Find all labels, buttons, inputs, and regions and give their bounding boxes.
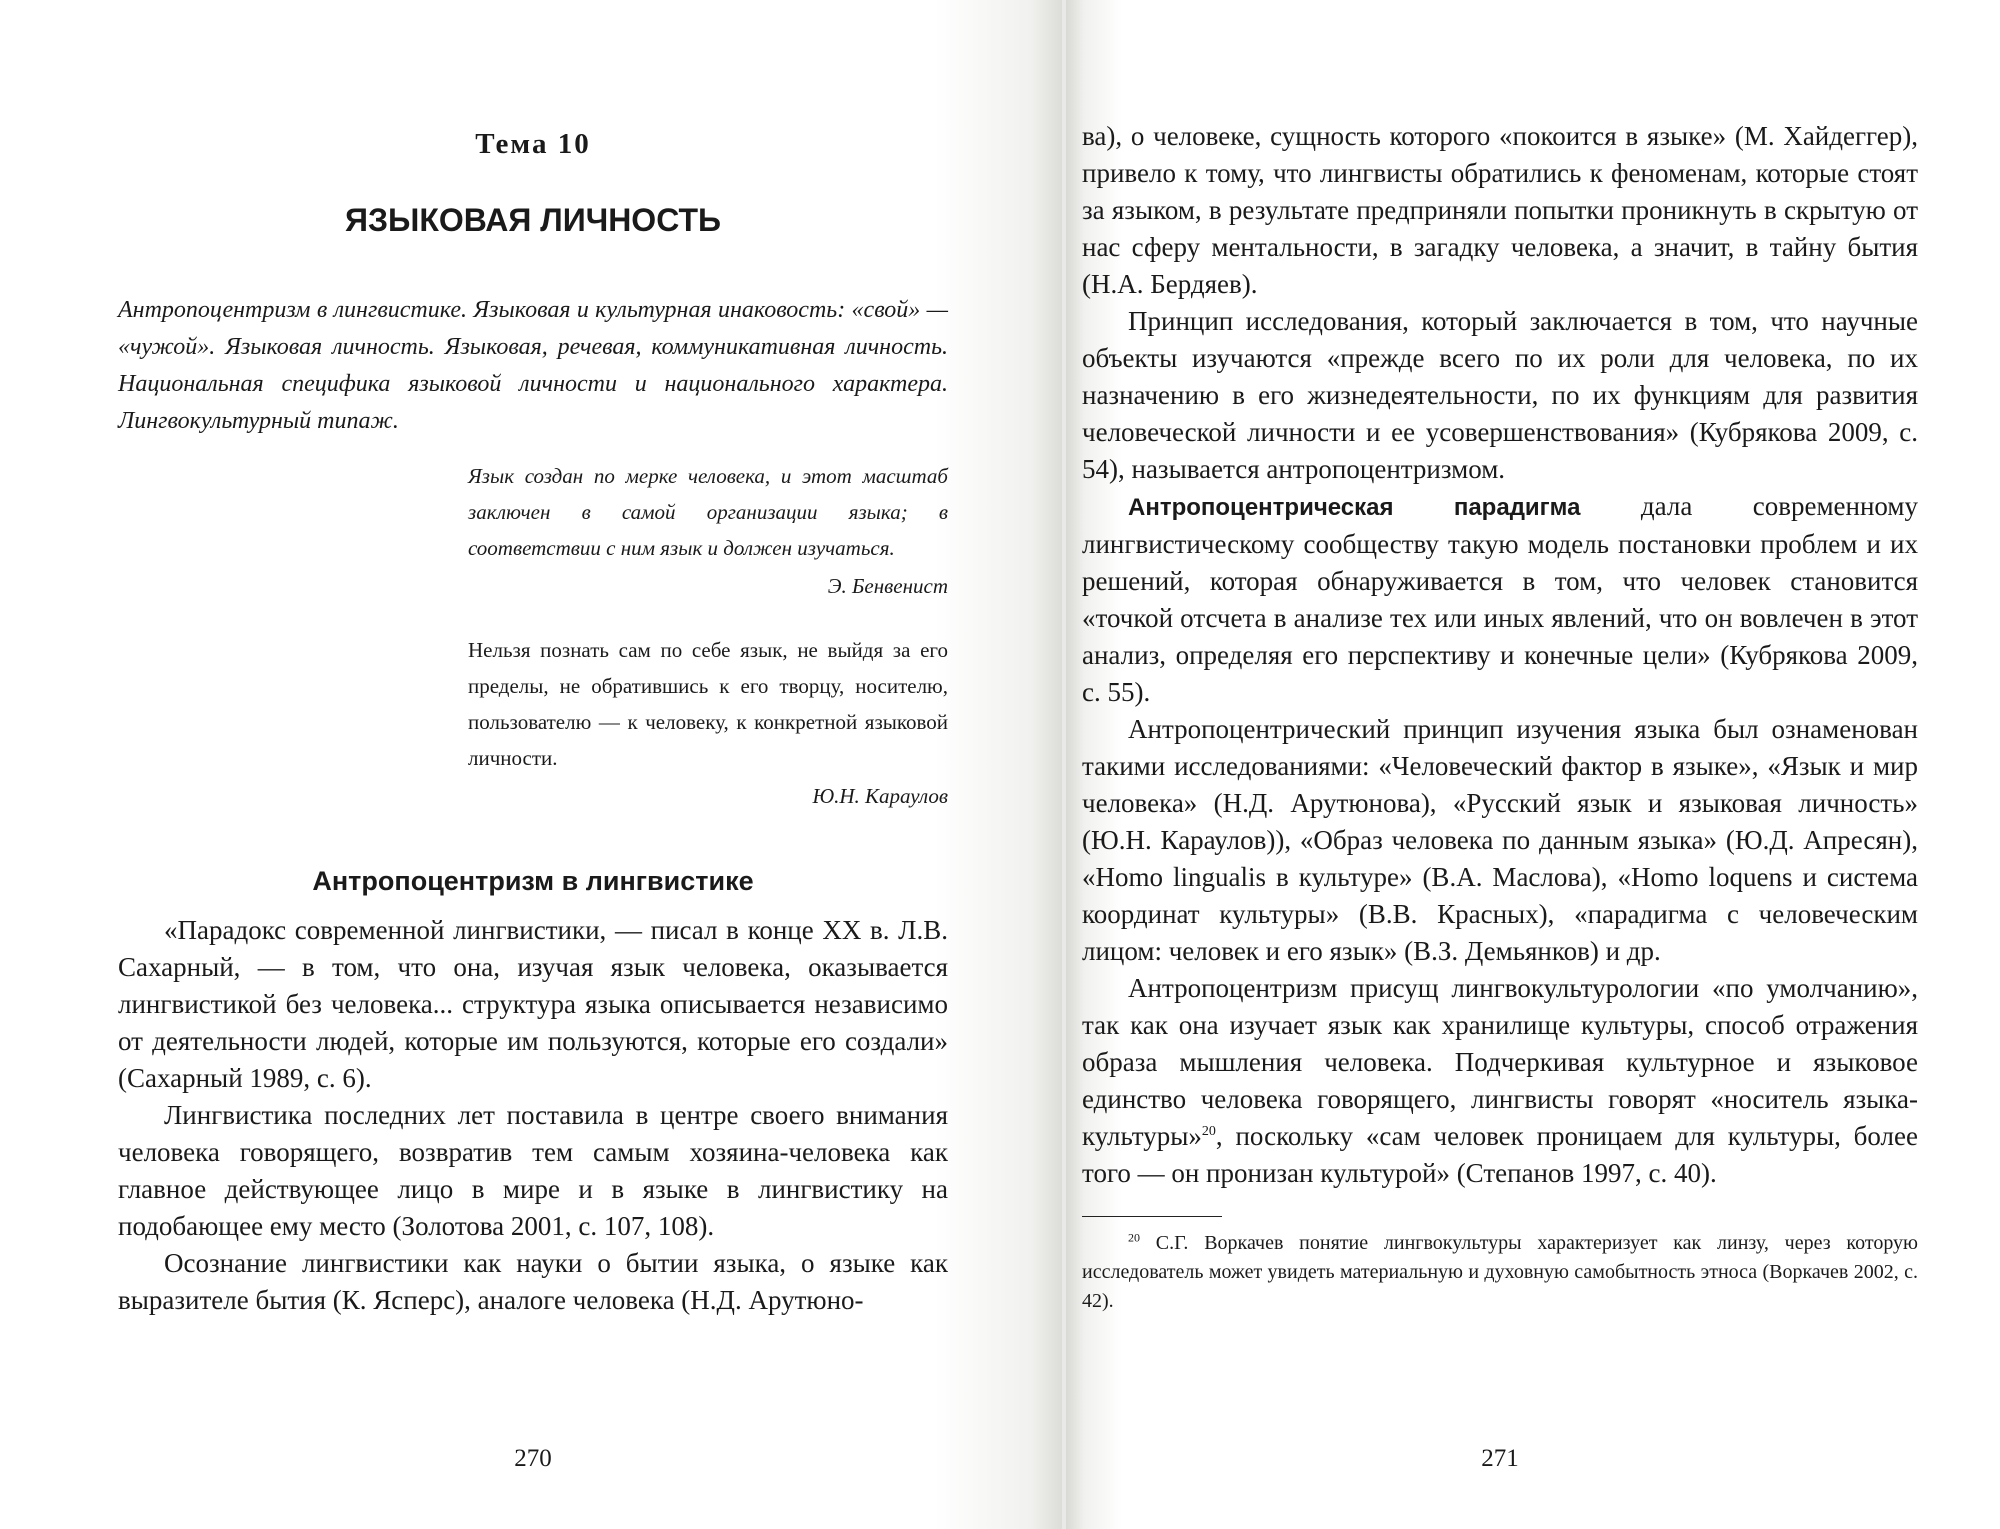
footnote-reference[interactable]: 20: [1201, 1124, 1216, 1139]
right-page-column: [1082, 118, 1918, 1316]
footnote-marker: 20: [1128, 1230, 1140, 1245]
epigraph-author: Э. Бенвенист: [827, 574, 948, 598]
topic-label: Тема 10: [475, 128, 591, 160]
paragraph: «Парадокс современной лингвистики, — писал в конце XX в. Л.В. Сахарный, — в том, что она, изучая язык человека, оказывается лингвистикой без человека... структура языка описывается независимо от деятельности людей, которые им пользуются, которые его создали» (Сахарный 1989, с. 6).: [118, 915, 948, 1093]
epigraph-author: Ю.Н. Караулов: [812, 784, 948, 808]
footnote: [1082, 1229, 1918, 1316]
footnote-text: С.Г. Воркачев понятие лингвокультуры характеризует как линзу, через которую исследователь может увидеть материальную и духовную самобытность этноса (Воркачев 2002, с. 42).: [1082, 1232, 1918, 1312]
paragraph-continued: ва), о человеке, сущность которого «покоится в языке» (М. Хайдеггер), привело к тому, что лингвисты обратились к феноменам, которые стоят за языком, в результате предприняли попытки проникнуть в скрытую от нас сферу ментальности, в загадку человека, а значит, в тайну бытия (Н.А. Бердяев).: [1082, 121, 1918, 299]
section-heading: Антропоцентризм в лингвистике: [312, 866, 754, 896]
paragraph-text: Антропоцентризм присущ лингвокультурологии «по умолчанию», так как она изучает язык как хранилище культуры, способ отражения образа мышления человека. Подчеркивая культурное и языковое единство человека говорящего, лингвисты говорят «носитель языка-культуры»: [1082, 973, 1918, 1151]
paragraph: [1082, 488, 1918, 711]
epigraph-text: Нельзя познать сам по себе язык, не выйдя за его пределы, не обратившись к его творцу, носителю, пользователю — к человеку, к конкретной языковой личности.: [468, 638, 948, 770]
epigraph-karaulov: [468, 632, 948, 814]
epigraph-benveniste: [468, 458, 948, 604]
footnote-divider: [1082, 1216, 1222, 1217]
epigraph-text: Язык создан по мерке человека, и этот масштаб заключен в самой организации языка; в соответствии с ним язык и должен изучаться.: [468, 464, 948, 560]
bold-term: Антропоцентрическая парадигма: [1128, 494, 1581, 521]
left-page-column: [118, 128, 948, 1319]
paragraph: Осознание лингвистики как науки о бытии языка, о языке как выразителе бытия (К. Ясперс), аналоге человека (Н.Д. Арутюно-: [118, 1248, 948, 1315]
paragraph: Антропоцентрический принцип изучения языка был ознаменован такими исследованиями: «Человеческий фактор в языке», «Язык и мир человека» (Н.Д. Арутюнова), «Русский язык и языковая личность» (Ю.Н. Караулов)), «Образ человека по данным языка» (Ю.Д. Апресян), «Homo lingualis в культуре» (В.А. Маслова), «Homo loquens и система координат культуры» (В.В. Красных), «парадигма с человеческим лицом: человек и его язык» (В.З. Демьянков) и др.: [1082, 714, 1918, 966]
chapter-summary: Антропоцентризм в лингвистике. Языковая и культурная инаковость: «свой» — «чужой». Языковая личность. Языковая, речевая, коммуникативная личность. Национальная специфика языковой личности и национального характера. Лингвокультурный типаж.: [118, 297, 948, 434]
paragraph: Принцип исследования, который заключается в том, что научные объекты изучаются «прежде всего по их роли для человека, по их назначению в его жизнедеятельности, по их функциям для развития человеческой личности и ее усовершенствования» (Кубрякова 2009, с. 54), называется антропоцентризмом.: [1082, 306, 1918, 484]
paragraph-text: дала современному лингвистическому сообществу такую модель постановки проблем и их решений, которая обнаруживается в том, что человек становится «точкой отсчета в анализе тех или иных явлений, что он вовлечен в этот анализ, определяя его перспективу и конечные цели» (Кубрякова 2009, с. 55).: [1082, 491, 1918, 707]
chapter-title: ЯЗЫКОВАЯ ЛИЧНОСТЬ: [344, 202, 722, 238]
paragraph: [1082, 970, 1918, 1192]
paragraph-text: , поскольку «сам человек проницаем для культуры, более того — он пронизан культурой» (Степанов 1997, с. 40).: [1082, 1121, 1918, 1188]
paragraph: Лингвистика последних лет поставила в центре своего внимания человека говорящего, возвратив тем самым хозяина-человека как главное действующее лицо в мире и в языке в лингвистику на подобающее ему место (Золотова 2001, с. 107, 108).: [118, 1100, 948, 1241]
right-page: [1066, 0, 2000, 1529]
page-number: 270: [514, 1445, 552, 1472]
page-number: 271: [1481, 1445, 1519, 1472]
